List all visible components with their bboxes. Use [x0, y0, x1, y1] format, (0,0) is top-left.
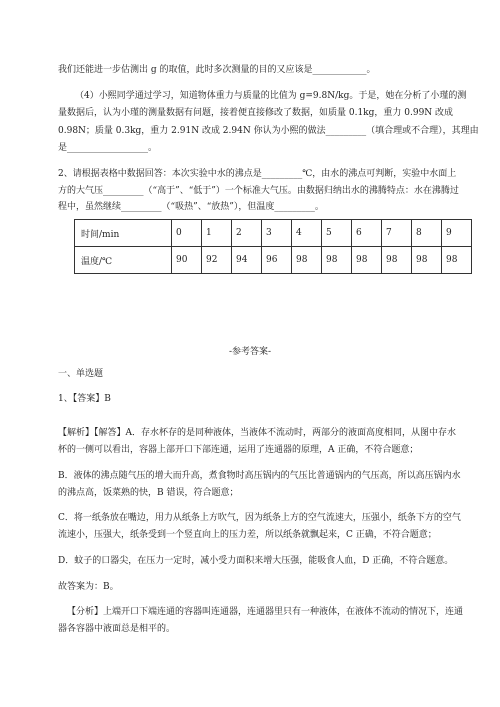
section-heading: 一、单选题	[58, 369, 104, 379]
table-cell: 98	[382, 247, 412, 274]
table-cell: 92	[202, 247, 232, 274]
option-b-line: 的沸点高，饭菜熟的快，B 错误，符合题意；	[58, 488, 239, 498]
analysis-line: 【解析】【解答】A．存水杯存的是同种液体，当液体不流动时，两部分的液面高度相同，从图中存水	[58, 428, 457, 438]
table-cell: 6	[352, 220, 382, 247]
table-cell: 94	[232, 247, 262, 274]
table-cell: 90	[172, 247, 202, 274]
table-cell: 96	[262, 247, 292, 274]
table-row-temperature	[75, 247, 472, 274]
table-cell: 98	[322, 247, 352, 274]
table-cell: 1	[202, 220, 232, 247]
text-line: 是__________________。	[58, 143, 158, 153]
data-table	[74, 219, 472, 274]
text-line: 0.98N；质量 0.3kg，重力 2.91N 改成 2.94N 你认为小熙的做法_________（填合理或不合理），其理由	[58, 126, 479, 136]
table-cell: 98	[412, 247, 442, 274]
conclusion-line: 故答案为：B。	[58, 582, 119, 592]
question-2-line: 方的大气压_________（“高于”、“低于”）一个标准大气压。由数据归纳出水的沸腾特点：水在沸腾过	[58, 186, 459, 196]
table-cell: 5	[322, 220, 352, 247]
table-cell: 7	[382, 220, 412, 247]
option-c-line: 流速小，压强大，纸条受到一个竖直向上的压力差，所以纸条就飘起来，C 正确，不符合题意；	[58, 530, 437, 540]
summary-line: 器各容器中液面总是相平的。	[58, 624, 176, 634]
option-b-line: B．液体的沸点随气压的增大而升高，煮食物时高压锅内的气压比普通锅内的气压高，所以高压锅内水	[58, 471, 461, 481]
table-row-time	[75, 220, 472, 247]
option-d-line: D．蚊子的口器尖，在压力一定时，减小受力面积来增大压强，能吸食人血，D 正确，不符合题意。	[58, 556, 454, 566]
summary-line: 【分析】上端开口下端连通的容器叫连通器，连通器里只有一种液体，在液体不流动的情况下，连通	[67, 607, 464, 617]
analysis-line: 杯的一侧可以看出，容器上部开口下部连通，运用了连通器的原理，A 正确，不符合题意；	[58, 445, 419, 455]
text-line: （4）小熙同学通过学习，知道物体重力与质量的比值为 g=9.8N/kg。于是，她在分析了小瑾的测	[75, 91, 467, 101]
table-header-temperature: 温度/℃	[75, 247, 172, 274]
text-line: 量数据后，认为小瑾的测量数据有问题，接着便直接修改了数据，如质量 0.1kg，重力 0.99N 改成	[58, 108, 454, 118]
question-2-line: 2、请根据表格中数据回答：本次实验中水的沸点是_________℃，由水的沸点可判断，实验中水面上	[58, 169, 457, 179]
table-cell: 2	[232, 220, 262, 247]
table-cell: 98	[442, 247, 472, 274]
option-c-line: C．将一纸条放在嘴边，用力从纸条上方吹气，因为纸条上方的空气流速大，压强小，纸条下方的空气	[58, 513, 461, 523]
table-cell: 3	[262, 220, 292, 247]
table-cell: 4	[292, 220, 322, 247]
answers-title: -参考答案-	[228, 347, 272, 357]
question-2-line: 程中，虽然继续_________（“吸热”、“放热”），但温度_________。	[58, 202, 324, 212]
table-cell: 98	[352, 247, 382, 274]
table-cell: 0	[172, 220, 202, 247]
table-cell: 8	[412, 220, 442, 247]
text-line: 我们还能进一步估测出 g 的取值，此时多次测量的目的又应该是____________。	[58, 65, 376, 75]
table-cell: 98	[292, 247, 322, 274]
answer-line: 1、【答案】B	[58, 394, 111, 404]
table-cell: 9	[442, 220, 472, 247]
table-header-time: 时间/min	[75, 220, 172, 247]
